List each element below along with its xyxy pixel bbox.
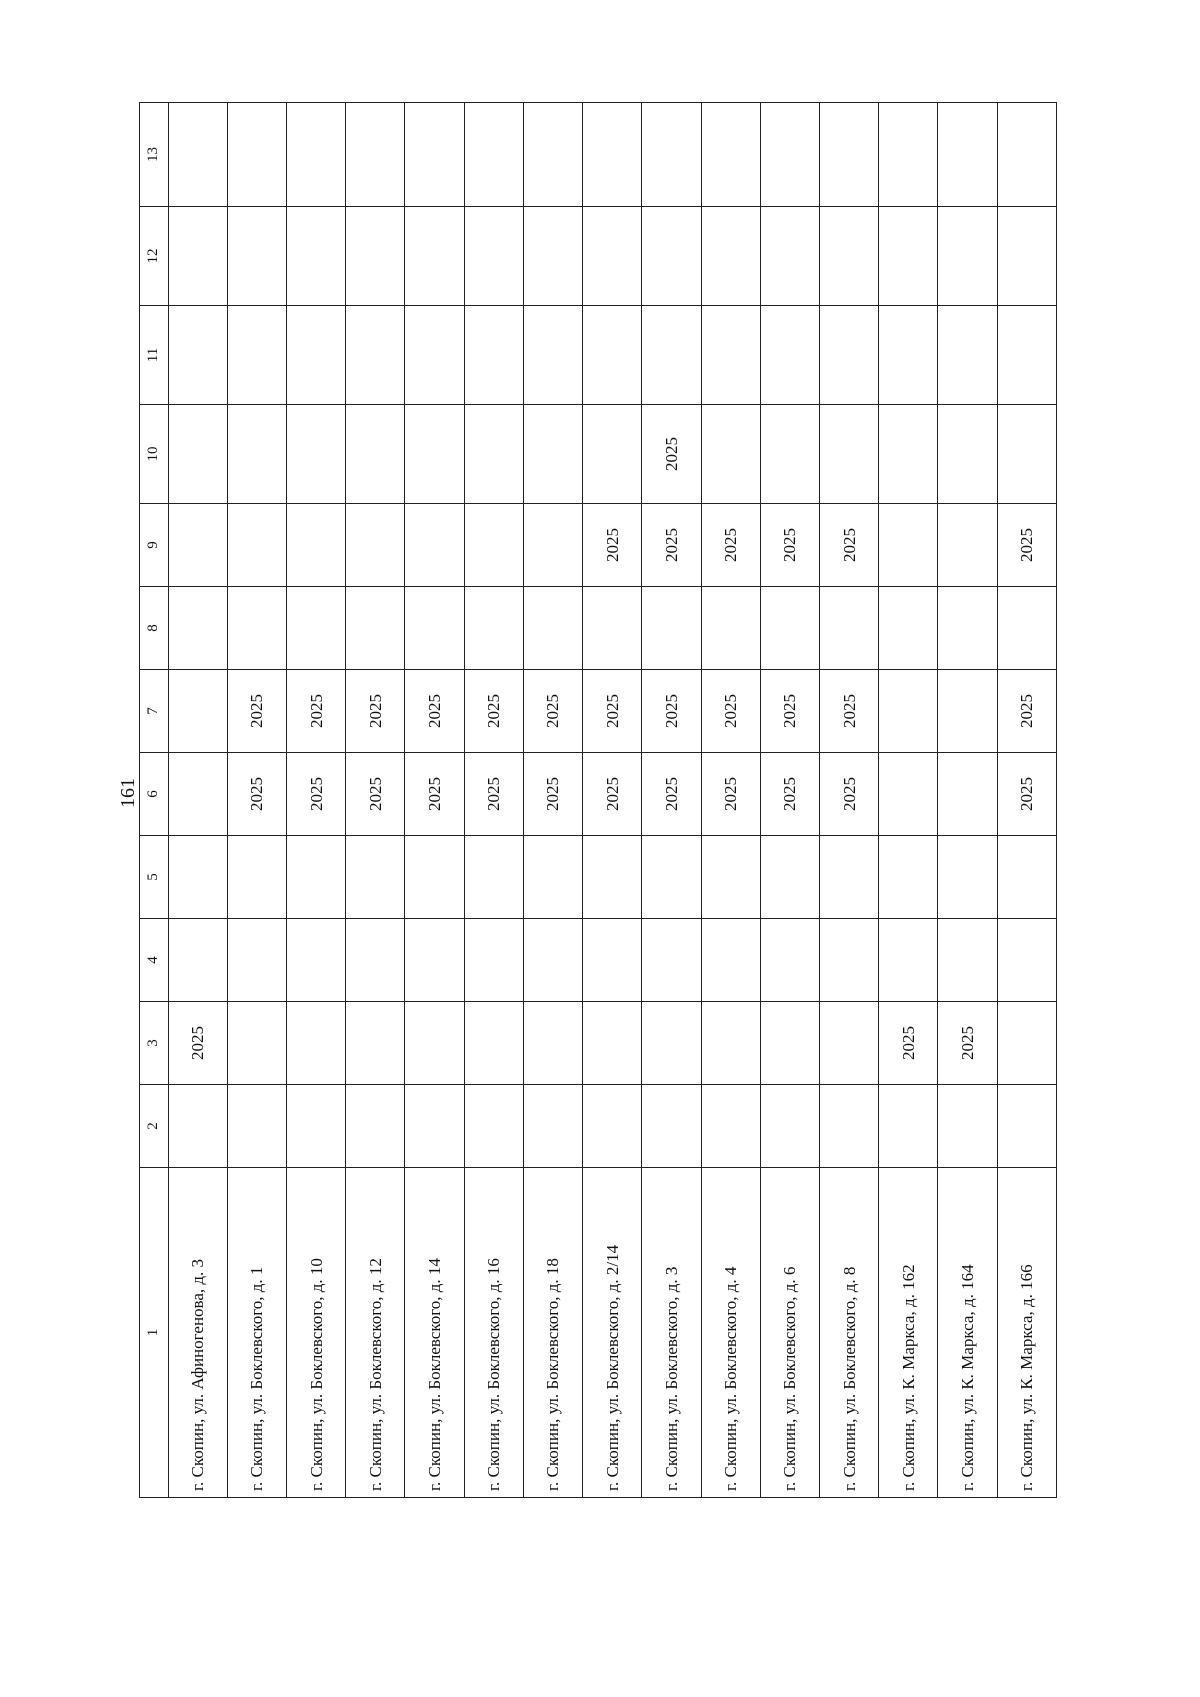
year-cell-col-5: [938, 836, 997, 919]
year-cell-col-10: [168, 405, 227, 504]
year-cell-col-3: [227, 1002, 286, 1085]
year-cell-col-11: [997, 306, 1056, 405]
address-cell: г. Скопин, ул. Боклевского, д. 14: [405, 1168, 464, 1498]
table-wrapper: [139, 103, 1057, 1498]
year-cell-col-2: [405, 1085, 464, 1168]
year-cell-col-12: [286, 207, 345, 306]
year-cell-col-6: 2025: [346, 753, 405, 836]
year-cell-col-3: [819, 1002, 878, 1085]
year-cell-col-6: 2025: [227, 753, 286, 836]
table-row: [997, 103, 1056, 1498]
table-row: [760, 103, 819, 1498]
year-cell-col-5: [642, 836, 701, 919]
table-row: [642, 103, 701, 1498]
year-cell-col-12: [227, 207, 286, 306]
year-cell-col-5: [819, 836, 878, 919]
table-row: [286, 103, 345, 1498]
year-cell-col-11: [642, 306, 701, 405]
year-cell-col-12: [405, 207, 464, 306]
year-cell-col-4: [760, 919, 819, 1002]
year-cell-col-2: [997, 1085, 1056, 1168]
year-cell-col-6: 2025: [405, 753, 464, 836]
year-cell-col-9: [938, 504, 997, 587]
year-cell-col-3: 2025: [879, 1002, 938, 1085]
table-row: [346, 103, 405, 1498]
year-cell-col-9: [405, 504, 464, 587]
table-row: [879, 103, 938, 1498]
year-cell-col-12: [879, 207, 938, 306]
year-cell-col-11: [168, 306, 227, 405]
address-cell: г. Скопин, ул. Боклевского, д. 10: [286, 1168, 345, 1498]
year-cell-col-6: 2025: [642, 753, 701, 836]
year-cell-col-12: [464, 207, 523, 306]
year-cell-col-2: [760, 1085, 819, 1168]
table-row: [938, 103, 997, 1498]
year-cell-col-8: [346, 587, 405, 670]
year-cell-col-11: [464, 306, 523, 405]
year-cell-col-8: [642, 587, 701, 670]
year-cell-col-3: [583, 1002, 642, 1085]
year-cell-col-8: [583, 587, 642, 670]
year-cell-col-13: [346, 103, 405, 207]
year-cell-col-13: [405, 103, 464, 207]
year-cell-col-13: [464, 103, 523, 207]
year-cell-col-6: 2025: [523, 753, 582, 836]
address-cell: г. Скопин, ул. Боклевского, д. 3: [642, 1168, 701, 1498]
year-cell-col-3: [346, 1002, 405, 1085]
year-cell-col-10: [879, 405, 938, 504]
year-cell-col-4: [405, 919, 464, 1002]
year-cell-col-13: [583, 103, 642, 207]
year-cell-col-11: [583, 306, 642, 405]
year-cell-col-11: [879, 306, 938, 405]
year-cell-col-3: [642, 1002, 701, 1085]
column-header-13: 13: [140, 103, 169, 207]
address-cell: г. Скопин, ул. К. Маркса, д. 162: [879, 1168, 938, 1498]
year-cell-col-9: 2025: [997, 504, 1056, 587]
year-cell-col-2: [642, 1085, 701, 1168]
year-cell-col-10: [997, 405, 1056, 504]
year-cell-col-10: [405, 405, 464, 504]
address-cell: г. Скопин, ул. К. Маркса, д. 166: [997, 1168, 1056, 1498]
year-cell-col-7: [879, 670, 938, 753]
year-cell-col-3: [464, 1002, 523, 1085]
year-cell-col-12: [523, 207, 582, 306]
year-cell-col-6: 2025: [286, 753, 345, 836]
year-cell-col-3: [286, 1002, 345, 1085]
year-cell-col-6: 2025: [701, 753, 760, 836]
address-cell: г. Скопин, ул. К. Маркса, д. 164: [938, 1168, 997, 1498]
year-cell-col-2: [701, 1085, 760, 1168]
year-cell-col-3: 2025: [938, 1002, 997, 1085]
year-cell-col-5: [760, 836, 819, 919]
year-cell-col-5: [346, 836, 405, 919]
year-cell-col-6: 2025: [760, 753, 819, 836]
year-cell-col-10: [760, 405, 819, 504]
year-cell-col-3: [701, 1002, 760, 1085]
year-cell-col-4: [642, 919, 701, 1002]
address-cell: г. Скопин, ул. Боклевского, д. 1: [227, 1168, 286, 1498]
year-cell-col-7: 2025: [286, 670, 345, 753]
year-cell-col-10: [346, 405, 405, 504]
column-header-12: 12: [140, 207, 169, 306]
year-cell-col-2: [346, 1085, 405, 1168]
year-cell-col-9: 2025: [760, 504, 819, 587]
year-cell-col-7: 2025: [583, 670, 642, 753]
year-cell-col-2: [286, 1085, 345, 1168]
address-cell: г. Скопин, ул. Афиногенова, д. 3: [168, 1168, 227, 1498]
table-row: [701, 103, 760, 1498]
column-header-11: 11: [140, 306, 169, 405]
year-cell-col-4: [227, 919, 286, 1002]
column-header-2: 2: [140, 1085, 169, 1168]
year-cell-col-12: [997, 207, 1056, 306]
year-cell-col-12: [938, 207, 997, 306]
year-cell-col-11: [523, 306, 582, 405]
year-cell-col-7: 2025: [760, 670, 819, 753]
year-cell-col-6: 2025: [997, 753, 1056, 836]
year-cell-col-4: [701, 919, 760, 1002]
address-cell: г. Скопин, ул. Боклевского, д. 18: [523, 1168, 582, 1498]
year-cell-col-13: [701, 103, 760, 207]
year-cell-col-5: [168, 836, 227, 919]
year-cell-col-10: [819, 405, 878, 504]
year-cell-col-7: 2025: [464, 670, 523, 753]
table-row: [464, 103, 523, 1498]
year-cell-col-11: [346, 306, 405, 405]
year-cell-col-7: 2025: [819, 670, 878, 753]
year-cell-col-4: [168, 919, 227, 1002]
year-cell-col-12: [346, 207, 405, 306]
year-cell-col-4: [583, 919, 642, 1002]
column-header-8: 8: [140, 587, 169, 670]
column-header-7: 7: [140, 670, 169, 753]
year-cell-col-8: [997, 587, 1056, 670]
year-cell-col-11: [760, 306, 819, 405]
year-cell-col-5: [227, 836, 286, 919]
year-cell-col-13: [642, 103, 701, 207]
year-cell-col-8: [405, 587, 464, 670]
year-cell-col-8: [168, 587, 227, 670]
year-cell-col-13: [168, 103, 227, 207]
year-cell-col-9: [346, 504, 405, 587]
year-cell-col-2: [168, 1085, 227, 1168]
year-cell-col-8: [464, 587, 523, 670]
year-cell-col-10: [701, 405, 760, 504]
year-cell-col-5: [879, 836, 938, 919]
year-cell-col-13: [997, 103, 1056, 207]
column-header-10: 10: [140, 405, 169, 504]
year-cell-col-9: 2025: [819, 504, 878, 587]
year-cell-col-5: [405, 836, 464, 919]
column-header-1: 1: [140, 1168, 169, 1498]
year-cell-col-10: [583, 405, 642, 504]
year-cell-col-3: 2025: [168, 1002, 227, 1085]
year-cell-col-5: [997, 836, 1056, 919]
year-cell-col-4: [464, 919, 523, 1002]
column-header-3: 3: [140, 1002, 169, 1085]
column-header-6: 6: [140, 753, 169, 836]
address-cell: г. Скопин, ул. Боклевского, д. 12: [346, 1168, 405, 1498]
year-cell-col-12: [701, 207, 760, 306]
year-cell-col-4: [819, 919, 878, 1002]
year-cell-col-4: [938, 919, 997, 1002]
header-row: [140, 103, 169, 1498]
year-cell-col-4: [879, 919, 938, 1002]
year-cell-col-2: [938, 1085, 997, 1168]
year-cell-col-13: [819, 103, 878, 207]
year-cell-col-10: [286, 405, 345, 504]
year-cell-col-5: [464, 836, 523, 919]
year-cell-col-13: [879, 103, 938, 207]
year-cell-col-7: 2025: [642, 670, 701, 753]
year-cell-col-12: [642, 207, 701, 306]
year-cell-col-2: [227, 1085, 286, 1168]
year-cell-col-12: [760, 207, 819, 306]
year-cell-col-12: [583, 207, 642, 306]
year-cell-col-11: [819, 306, 878, 405]
year-cell-col-10: [227, 405, 286, 504]
year-cell-col-3: [405, 1002, 464, 1085]
year-cell-col-8: [938, 587, 997, 670]
year-cell-col-4: [286, 919, 345, 1002]
year-cell-col-5: [523, 836, 582, 919]
year-cell-col-10: [523, 405, 582, 504]
year-cell-col-5: [286, 836, 345, 919]
year-cell-col-2: [879, 1085, 938, 1168]
year-cell-col-7: [938, 670, 997, 753]
schedule-table: [139, 102, 1057, 1498]
year-cell-col-13: [286, 103, 345, 207]
year-cell-col-2: [464, 1085, 523, 1168]
address-cell: г. Скопин, ул. Боклевского, д. 6: [760, 1168, 819, 1498]
table-row: [405, 103, 464, 1498]
year-cell-col-4: [346, 919, 405, 1002]
table-row: [819, 103, 878, 1498]
year-cell-col-8: [819, 587, 878, 670]
year-cell-col-11: [227, 306, 286, 405]
table-row: [583, 103, 642, 1498]
table-body: [140, 103, 1057, 1498]
year-cell-col-3: [523, 1002, 582, 1085]
year-cell-col-11: [405, 306, 464, 405]
year-cell-col-7: 2025: [997, 670, 1056, 753]
year-cell-col-10: [938, 405, 997, 504]
year-cell-col-11: [286, 306, 345, 405]
address-cell: г. Скопин, ул. Боклевского, д. 2/14: [583, 1168, 642, 1498]
year-cell-col-8: [286, 587, 345, 670]
year-cell-col-12: [819, 207, 878, 306]
year-cell-col-7: [168, 670, 227, 753]
table-row: [227, 103, 286, 1498]
year-cell-col-13: [938, 103, 997, 207]
year-cell-col-9: [227, 504, 286, 587]
year-cell-col-9: [286, 504, 345, 587]
year-cell-col-7: 2025: [523, 670, 582, 753]
table-row: [168, 103, 227, 1498]
year-cell-col-11: [701, 306, 760, 405]
year-cell-col-6: [938, 753, 997, 836]
year-cell-col-6: 2025: [464, 753, 523, 836]
year-cell-col-9: [879, 504, 938, 587]
year-cell-col-10: 2025: [642, 405, 701, 504]
year-cell-col-4: [997, 919, 1056, 1002]
year-cell-col-9: [464, 504, 523, 587]
year-cell-col-9: 2025: [583, 504, 642, 587]
year-cell-col-13: [523, 103, 582, 207]
rotated-table-container: [139, 103, 1057, 1498]
year-cell-col-3: [997, 1002, 1056, 1085]
year-cell-col-2: [583, 1085, 642, 1168]
year-cell-col-7: 2025: [701, 670, 760, 753]
year-cell-col-6: [168, 753, 227, 836]
year-cell-col-10: [464, 405, 523, 504]
table-row: [523, 103, 582, 1498]
address-cell: г. Скопин, ул. Боклевского, д. 16: [464, 1168, 523, 1498]
column-header-5: 5: [140, 836, 169, 919]
year-cell-col-5: [701, 836, 760, 919]
year-cell-col-9: 2025: [642, 504, 701, 587]
year-cell-col-13: [227, 103, 286, 207]
year-cell-col-9: [523, 504, 582, 587]
year-cell-col-6: 2025: [819, 753, 878, 836]
page-number: 161: [117, 778, 139, 808]
address-cell: г. Скопин, ул. Боклевского, д. 4: [701, 1168, 760, 1498]
column-header-4: 4: [140, 919, 169, 1002]
year-cell-col-7: 2025: [405, 670, 464, 753]
year-cell-col-6: 2025: [583, 753, 642, 836]
column-header-9: 9: [140, 504, 169, 587]
year-cell-col-7: 2025: [227, 670, 286, 753]
address-cell: г. Скопин, ул. Боклевского, д. 8: [819, 1168, 878, 1498]
year-cell-col-13: [760, 103, 819, 207]
year-cell-col-8: [760, 587, 819, 670]
year-cell-col-8: [879, 587, 938, 670]
year-cell-col-5: [583, 836, 642, 919]
year-cell-col-9: [168, 504, 227, 587]
year-cell-col-4: [523, 919, 582, 1002]
year-cell-col-6: [879, 753, 938, 836]
year-cell-col-9: 2025: [701, 504, 760, 587]
year-cell-col-8: [701, 587, 760, 670]
year-cell-col-2: [523, 1085, 582, 1168]
year-cell-col-8: [523, 587, 582, 670]
year-cell-col-7: 2025: [346, 670, 405, 753]
year-cell-col-8: [227, 587, 286, 670]
year-cell-col-11: [938, 306, 997, 405]
year-cell-col-12: [168, 207, 227, 306]
year-cell-col-3: [760, 1002, 819, 1085]
year-cell-col-2: [819, 1085, 878, 1168]
